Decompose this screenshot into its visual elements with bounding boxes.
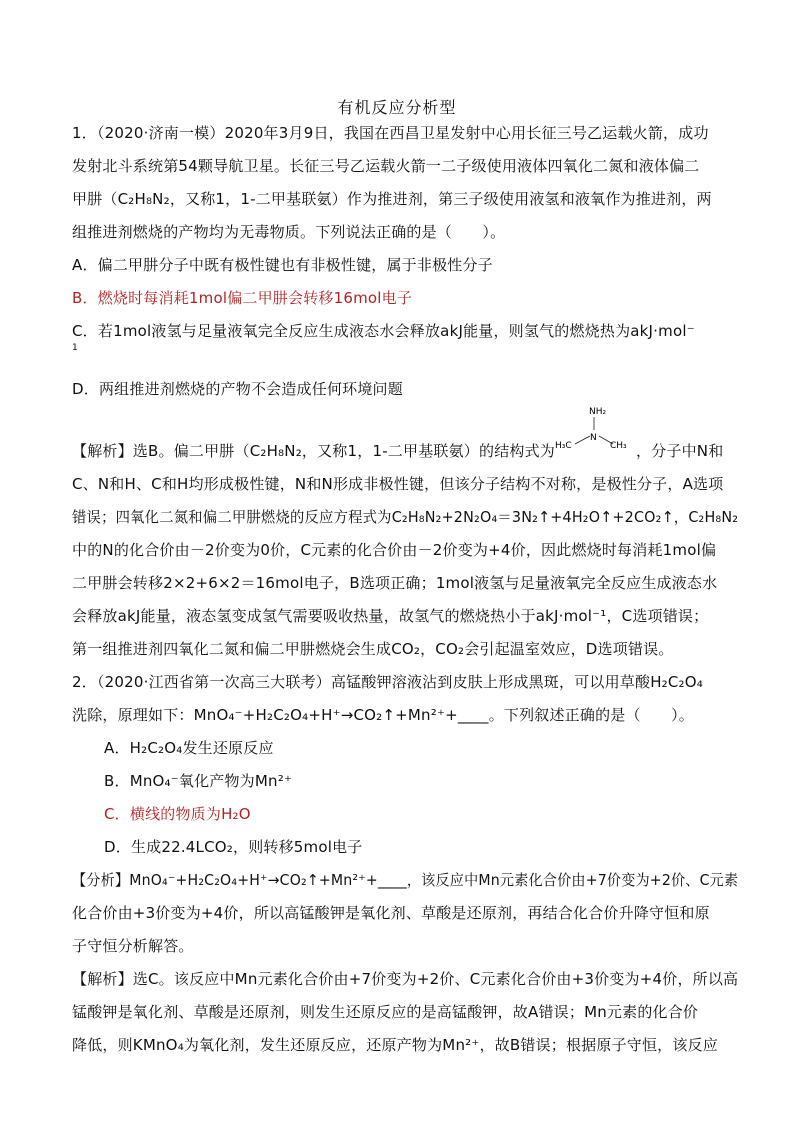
q1-option-d: D．两组推进剂燃烧的产物不会造成任何环境问题 (72, 380, 403, 398)
q2-option-c: C．横线的物质为H₂O (104, 805, 251, 823)
page-title: 有机反应分析型 (337, 98, 457, 117)
q1-analysis-line-5: 二甲肼会转移2×2+6×2＝16mol电子，B选项正确；1mol液氢与足量液氧完全反应生成液态水 (72, 574, 718, 592)
q2-fenxi-line-2: 化合价由+3价变为+4价，所以高锰酸钾是氧化剂、草酸是还原剂，再结合化合价升降守恒和原 (72, 904, 710, 922)
q2-analysis-line-1: 【解析】选C。该反应中Mn元素化合价由+7价变为+2价、C元素化合价由+3价变为+4价，所以高 (72, 970, 739, 988)
q2-fenxi-line-3: 子守恒分析解答。 (72, 937, 194, 955)
q2-option-a: A．H₂C₂O₄发生还原反应 (104, 739, 274, 757)
q1-analysis-line-7: 第一组推进剂四氧化二氮和偏二甲肼燃烧会生成CO₂，CO₂会引起温室效应，D选项错误。 (72, 640, 674, 658)
q1-stem-line-2: 发射北斗系统第54颗导航卫星。长征三号乙运载火箭一二子级使用液体四氧化二氮和液体偏二 (72, 157, 700, 175)
q1-option-a: A．偏二甲肼分子中既有极性键也有非极性键，属于非极性分子 (72, 256, 493, 274)
q2-analysis-line-2: 锰酸钾是氧化剂、草酸是还原剂，则发生还原反应的是高锰酸钾，故A错误；Mn元素的化合价 (72, 1003, 699, 1021)
q1-analysis-line-6: 会释放akJ能量，液态氢变成氢气需要吸收热量，故氢气的燃烧热小于akJ·mol⁻¹，C选项错误； (72, 607, 709, 625)
q1-analysis-line-1: 【解析】选B。偏二甲肼（C₂H₈N₂，又称1，1-二甲基联氨）的结构式为 (72, 442, 556, 460)
q2-stem-line-1: 2．（2020·江西省第一次高三大联考）高锰酸钾溶液沾到皮肤上形成黑斑，可以用草酸H₂C₂O₄ (72, 673, 703, 691)
q1-option-c: C．若1mol液氢与足量液氧完全反应生成液态水会释放akJ能量，则氢气的燃烧热为akJ·mol⁻ (72, 322, 695, 340)
q1-stem-line-4: 组推进剂燃烧的产物均为无毒物质。下列说法正确的是（ ）。 (72, 223, 506, 241)
q2-option-b: B．MnO₄⁻氧化产物为Mn²⁺ (104, 772, 293, 790)
q1-stem-line-3: 甲肼（C₂H₈N₂，又称1，1-二甲基联氨）作为推进剂，第三子级使用液氢和液氧作为推进剂，两 (72, 190, 712, 208)
structure-left: H₃C (555, 441, 572, 450)
structure-svg (553, 400, 633, 450)
q2-fenxi-line-1: 【分析】MnO₄⁻+H₂C₂O₄+H⁺→CO₂↑+Mn²⁺+____，该反应中Mn元素化合价由+7价变为+2价、C元素 (72, 871, 739, 889)
q2-stem-line-2: 洗除，原理如下：MnO₄⁻+H₂C₂O₄+H⁺→CO₂↑+Mn²⁺+____。下列叙述正确的是（ ）。 (72, 706, 694, 724)
q1-stem-line-1: 1．（2020·济南一模）2020年3月9日，我国在西昌卫星发射中心用长征三号乙运载火箭，成功 (72, 124, 709, 142)
dimethylhydrazine-structure (553, 400, 633, 450)
q1-analysis-line-1b: ，分子中N和 (636, 442, 724, 460)
q1-analysis-line-2: C、N和H、C和H均形成极性键，N和N形成非极性键，但该分子结构不对称，是极性分子，A选项 (72, 475, 724, 493)
bond-left (575, 436, 590, 444)
structure-top: NH₂ (589, 407, 607, 417)
structure-center: N (590, 433, 597, 443)
q1-analysis-line-4: 中的N的化合价由－2价变为0价，C元素的化合价由－2价变为+4价，因此燃烧时每消耗1mol偏 (72, 541, 717, 559)
q2-option-d: D．生成22.4LCO₂，则转移5mol电子 (104, 838, 363, 856)
q1-analysis-line-3: 错误；四氧化二氮和偏二甲肼燃烧的反应方程式为C₂H₈N₂+2N₂O₄＝3N₂↑+4H₂O↑+2CO₂↑，C₂H₈N₂ (72, 508, 739, 526)
q1-option-b: B．燃烧时每消耗1mol偏二甲肼会转移16mol电子 (72, 289, 413, 307)
q2-analysis-line-3: 降低，则KMnO₄为氧化剂，发生还原反应，还原产物为Mn²⁺，故B错误；根据原子守恒，该反应 (72, 1036, 718, 1054)
structure-right: CH₃ (610, 441, 627, 450)
q1-option-c-tail: 1 (72, 343, 78, 353)
